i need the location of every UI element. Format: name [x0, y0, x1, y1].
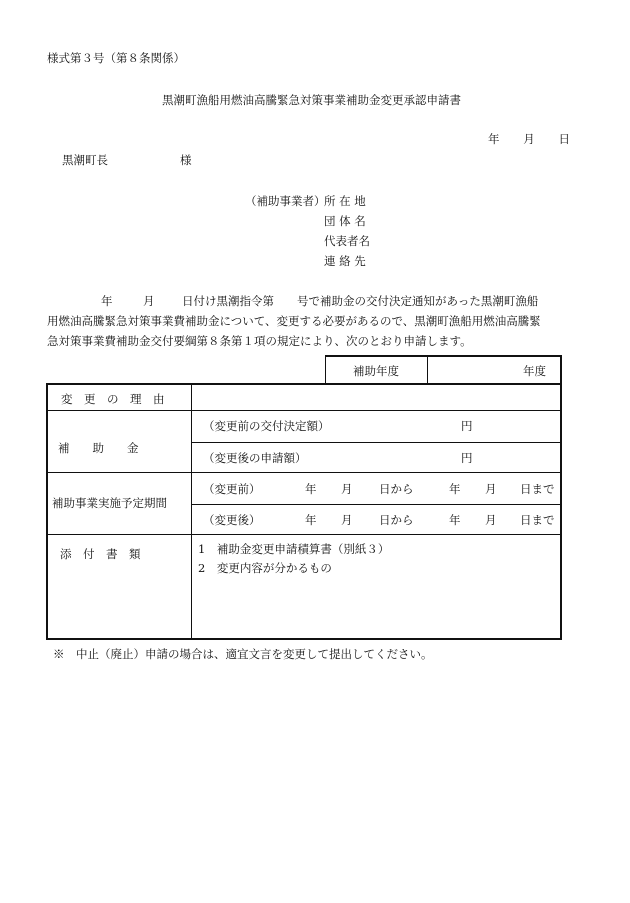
- date-month: 月: [523, 132, 535, 146]
- addressee-honorific: 様: [180, 153, 192, 167]
- body-line3: 急対策事業費補助金交付要綱第８条第１項の規定により、次のとおり申請します。: [47, 334, 472, 348]
- date-day: 日: [558, 132, 570, 146]
- subsidy-before-yen: 円: [461, 419, 473, 433]
- period-before-end-day: 日まで: [520, 482, 555, 496]
- subsidy-after-label: （変更後の申請額）: [203, 451, 307, 465]
- document-title: 黒潮町漁船用燃油高騰緊急対策事業補助金変更承認申請書: [162, 93, 461, 107]
- period-before-start-month: 月: [341, 482, 353, 496]
- body-year: 年: [101, 294, 113, 308]
- period-after-end-day: 日まで: [520, 513, 555, 527]
- period-after-label: （変更後）: [203, 513, 261, 527]
- fiscal-year-unit: 年度: [523, 364, 546, 378]
- period-before-start-day: 日から: [379, 482, 414, 496]
- form-label: 様式第３号（第８条関係）: [47, 51, 185, 65]
- fiscal-year-label: 補助年度: [353, 364, 399, 378]
- period-after-start-month: 月: [341, 513, 353, 527]
- period-before-label: （変更前）: [203, 482, 261, 496]
- body-line2: 用燃油高騰緊急対策事業費補助金について、変更する必要があるので、黒潮町漁船用燃油高騰緊: [47, 314, 541, 328]
- reason-label: 変 更 の 理 由: [61, 392, 165, 406]
- date-line: [488, 131, 570, 147]
- period-before-start-year: 年: [305, 482, 317, 496]
- body-month: 月: [143, 294, 155, 308]
- attachments-label: 添 付 書 類: [60, 547, 141, 561]
- subsidy-label: 補 助 金: [58, 441, 139, 455]
- addressee-name: 黒潮町長: [62, 153, 108, 167]
- applicant-contact: 連 絡 先: [324, 254, 366, 268]
- applicant-prefix: （補助事業者）: [245, 194, 326, 208]
- period-before-end-month: 月: [485, 482, 497, 496]
- period-before-end-year: 年: [449, 482, 461, 496]
- applicant-representative: 代表者名: [324, 234, 370, 248]
- subsidy-after-yen: 円: [461, 451, 473, 465]
- attachment-item-1: 1 補助金変更申請積算書（別紙３）: [198, 542, 390, 556]
- footnote: ※ 中止（廃止）申請の場合は、適宜文言を変更して提出してください。: [53, 647, 433, 661]
- period-after-end-month: 月: [485, 513, 497, 527]
- period-after-start-day: 日から: [379, 513, 414, 527]
- period-label: 補助事業実施予定期間: [52, 496, 167, 510]
- period-after-end-year: 年: [449, 513, 461, 527]
- body-line1: 日付け黒潮指令第 号で補助金の交付決定通知があった黒潮町漁船: [182, 294, 539, 308]
- applicant-address: 所 在 地: [324, 194, 366, 208]
- subsidy-before-label: （変更前の交付決定額）: [203, 419, 330, 433]
- attachment-item-2: 2 変更内容が分かるもの: [198, 561, 332, 575]
- applicant-group: 団 体 名: [324, 214, 366, 228]
- period-after-start-year: 年: [305, 513, 317, 527]
- date-year: 年: [488, 132, 500, 146]
